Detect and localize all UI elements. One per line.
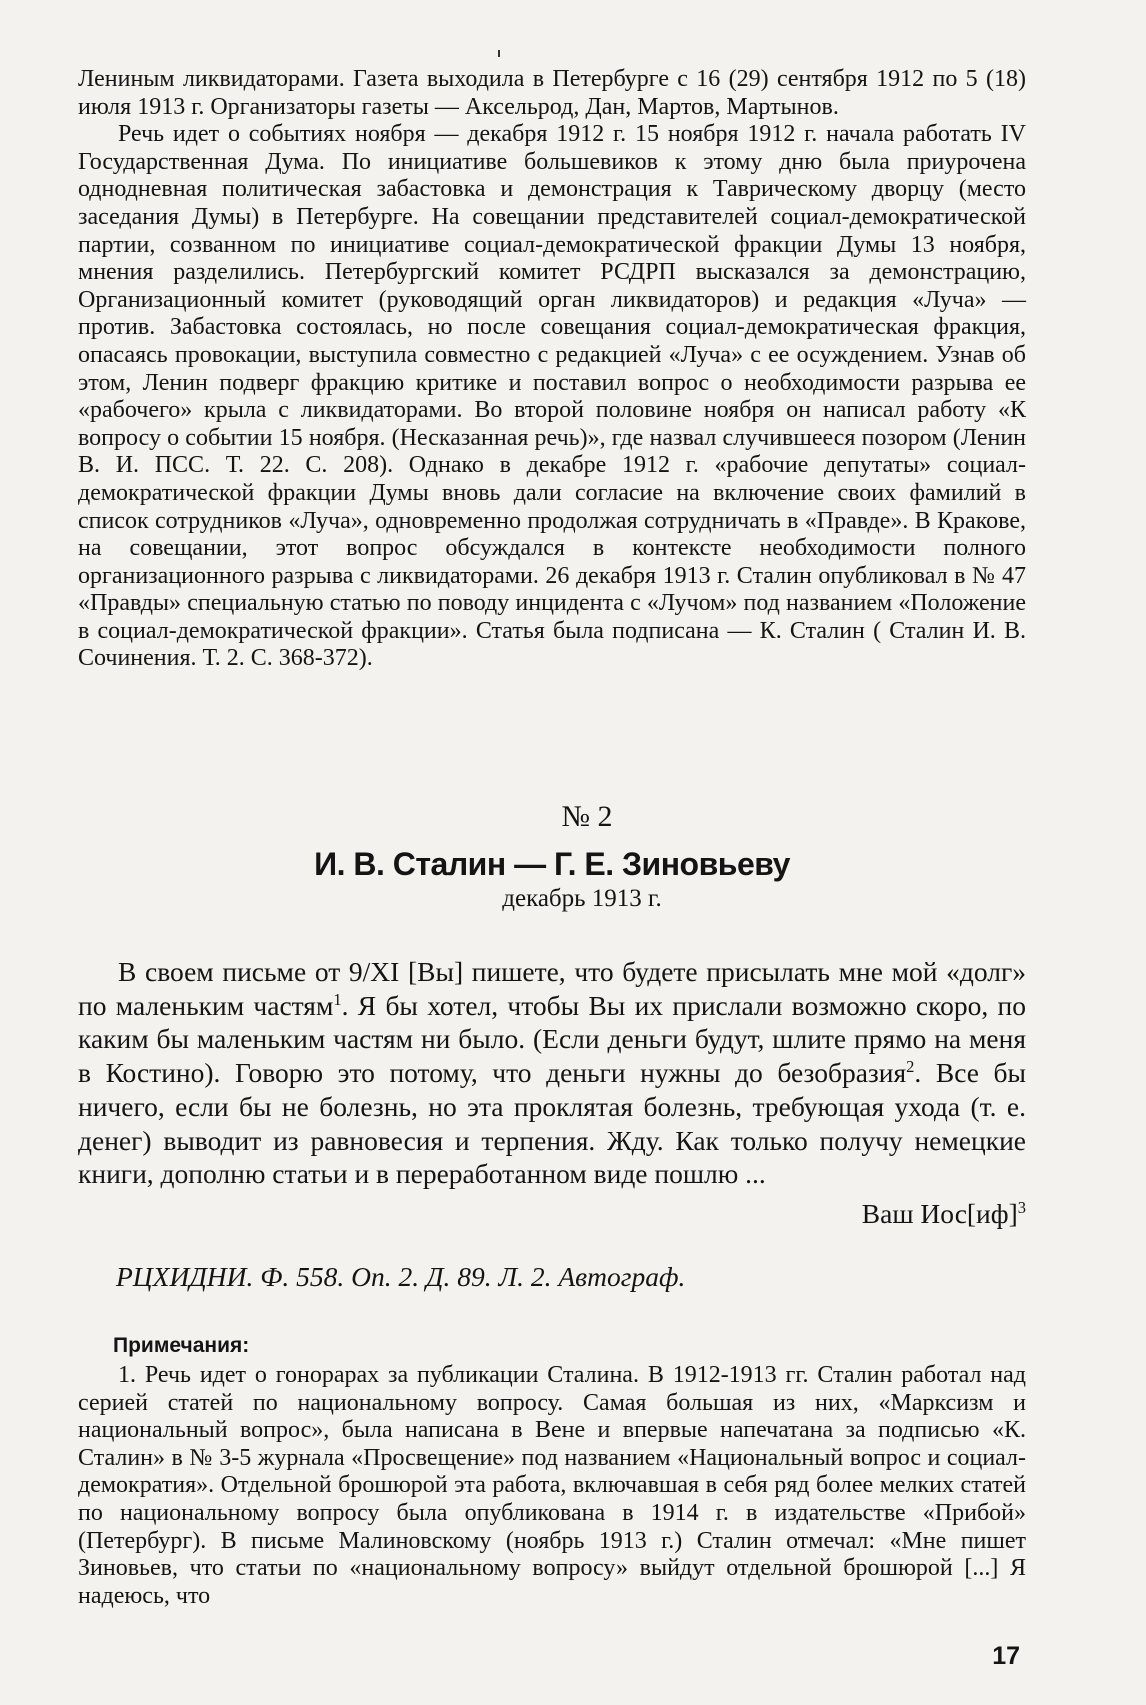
commentary-section bbox=[78, 66, 1026, 673]
letter-section bbox=[78, 955, 1026, 1230]
footnote-marker-3: 3 bbox=[1017, 1197, 1026, 1217]
commentary-paragraph-2: Речь идет о событиях ноября — декабря 1912 г. 15 ноября 1912 г. начала работать IV Государственная Дума. По инициативе большевиков к этому дню была приурочена однодневная политическая забастовка и демонстрация к Таврическому дворцу (место заседания Думы) в Петербурге. На совещании представителей социал-демократической партии, созванном по инициативе социал-демократической фракции Думы 13 ноября, мнения разделились. Петербургский комитет РСДРП высказался за демонстрацию, Организационный комитет (руководящий орган ликвидаторов) и редакция «Луча» — против. Забастовка состоялась, но после совещания социал-демократическая фракция, опасаясь провокации, выступила совместно с редакцией «Луча» с ее осуждением. Узнав об этом, Ленин подверг фракцию критике и поставил вопрос о необходимости разрыва ее «рабочего» крыла с ликвидаторами. Во второй половине ноября он написал работу «К вопросу о событии 15 ноября. (Несказанная речь)», где назвал случившееся позором (Ленин В. И. ПСС. Т. 22. С. 208). Однако в декабре 1912 г. «рабочие депутаты» социал-демократической фракции Думы вновь дали согласие на включение своих фамилий в список сотрудников «Луча», одновременно продолжая сотрудничать в «Правде». В Кракове, на совещании, этот вопрос обсуждался в контексте необходимости полного организационного разрыва с ликвидаторами. 26 декабря 1913 г. Сталин опубликовал в № 47 «Правды» специальную статью по поводу инцидента с «Лучом» под названием «Положение в социал-демократической фракции». Статья была подписана — К. Сталин ( Сталин И. В. Сочинения. Т. 2. С. 368-372). bbox=[78, 121, 1026, 672]
signature-text: Ваш Иос[иф] bbox=[861, 1197, 1018, 1229]
note-1: 1. Речь идет о гонорарах за публикации Сталина. В 1912-1913 гг. Сталин работал над серией статей по национальному вопросу. Самая большая из них, «Марксизм и национальный вопрос», была написана в Вене и впервые напечатана за подписью «К. Сталин» в № 3-5 журнала «Просвещение» под названием «Национальный вопрос и социал-демократия». Отдельной брошюрой эта работа, включавшая в себя ряд более мелких статей по национальному вопросу была опубликована в 1914 г. в издательстве «Прибой» (Петербург). В письме Малиновскому (ноябрь 1913 г.) Сталин отмечал: «Мне пишет Зиновьев, что статьи по «национальному вопросу» выйдут отдельной брошюрой [...] Я надеюсь, что bbox=[78, 1362, 1026, 1609]
footnote-marker-1: 1 bbox=[333, 989, 342, 1009]
archive-reference bbox=[116, 1261, 1016, 1293]
letter-signature bbox=[78, 1198, 1026, 1230]
letter-text-part-2: . Я бы хотел, чтобы Вы их прислали возможно скоро, по каким бы маленьким частям ни было. (Если деньги будут, шлите прямо на меня в Костино). Говорю это потому, что деньги нужны до безобразия bbox=[78, 989, 1026, 1089]
commentary-paragraph-1: Лениным ликвидаторами. Газета выходила в Петербурге с 16 (29) сентября 1912 по 5 (18) июля 1913 г. Организаторы газеты — Аксельрод, Дан, Мартов, Мартынов. bbox=[78, 66, 1026, 120]
archive-citation: РЦХИДНИ. Ф. 558. Оп. 2. Д. 89. Л. 2. Автограф. bbox=[116, 1261, 686, 1292]
letter-text-part-3: . Все бы ничего, если бы не болезнь, но эта проклятая болезнь, требующая ухода (т. е. денег) выводит из равновесия и терпения. Жду. Как только получу немецкие книги, дополню статьи и в переработанном виде пошлю ... bbox=[78, 1057, 1027, 1190]
letter-body bbox=[78, 955, 1026, 1191]
notes-section bbox=[78, 1334, 1026, 1610]
document-title: И. В. Сталин — Г. Е. Зиновьеву bbox=[314, 846, 790, 882]
footnote-marker-2: 2 bbox=[906, 1056, 915, 1076]
notes-heading: Примечания: bbox=[113, 1334, 250, 1357]
document-header bbox=[78, 800, 1026, 913]
document-date: декабрь 1913 г. bbox=[502, 885, 662, 912]
print-mark bbox=[498, 50, 500, 57]
letter-text-part-1: В своем письме от 9/XI [Вы] пишете, что будете присылать мне мой «долг» по маленьким частям bbox=[78, 956, 1026, 1021]
document-number: № 2 bbox=[561, 800, 613, 833]
page-number: 17 bbox=[992, 1642, 1020, 1670]
